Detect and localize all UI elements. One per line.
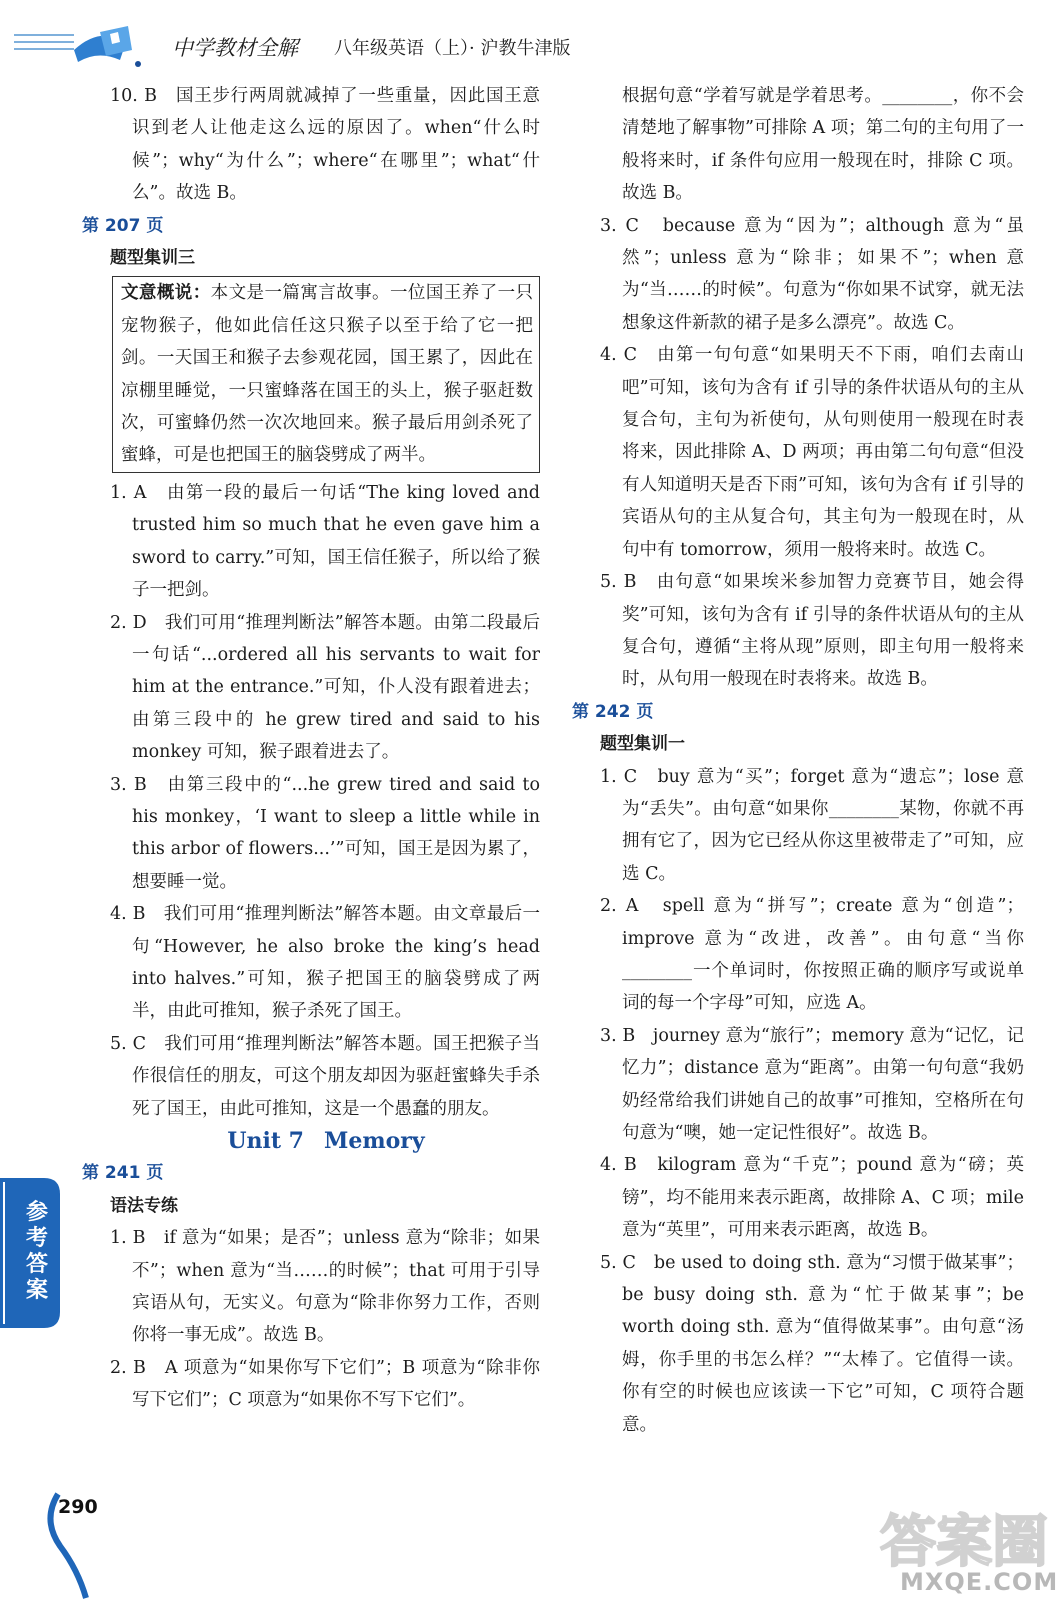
section-title-3: 题型集训三 — [110, 248, 195, 269]
answer-2: 2. D 我们可用“推理判断法”解答本题。由第二段最后一句话“...ordered all his servants to wait for him at the entrance.”可知，仆人没有跟着进去；由第三段中的 he grew tired and said to his monkey 可知，猴子跟着进去了。 — [110, 612, 540, 763]
training-5: 5. C be used to doing sth. 意为“习惯于做某事”；be busy doing sth. 意为“忙于做某事”；be worth doing sth. 意为“值得做某事”。由句意“汤姆，你手里的书怎么样？”“太棒了。它值得一读。你有空的时候也应该读一下它”可知，C 项符合题意。 — [600, 1252, 1024, 1435]
answer-4: 4. B 我们可用“推理判断法”解答本题。由文章最后一句“However, he also broke the king’s head into halves.”可知，猴子把国王的脑袋劈成了两半，由此可推知，猴子杀死了国王。 — [110, 904, 540, 1022]
page-ref-242: 第 242 页 — [572, 701, 654, 722]
answer-3: 3. B 由第三段中的“...he grew tired and said to his monkey，‘I want to sleep a little while in this arbor of flowers...’”可知，国王是因为累了，想要睡一觉。 — [110, 774, 540, 892]
unit-name: Memory — [323, 1128, 425, 1154]
unit-number: Unit 7 — [227, 1128, 304, 1154]
grammar-3: 3. C because 意为“因为”；although 意为“虽然”；unless 意为“除非；如果不”；when 意为“当……的时候”。句意为“你如果不试穿，就无法想象这件新款的裙子是多么漂亮”。故选 C。 — [600, 215, 1024, 333]
header-subtitle: 八年级英语（上）· 沪教牛津版 — [334, 38, 571, 59]
grammar-5: 5. B 由句意“如果埃米参加智力竞赛节目，她会得奖”可知，该句为含有 if 引导的条件状语从句的主从复合句，遵循“主将从现”原则，即主句用一般将来时，从句用一般现在时表将来。故选 B。 — [600, 572, 1024, 690]
page-ref-241: 第 241 页 — [82, 1163, 164, 1184]
page-number: 290 — [58, 1496, 98, 1518]
grammar-2: 2. B A 项意为“如果你写下它们”；B 项意为“除非你写下它们”；C 项意为“如果你不写下它们”。 — [110, 1357, 540, 1411]
training-3: 3. B journey 意为“旅行”；memory 意为“记忆，记忆力”；distance 意为“距离”。由第一句句意“我奶奶经常给我们讲她自己的故事”可推知，空格所在句句意为“噢，她一定记性很好”。故选 B。 — [600, 1025, 1024, 1143]
grammar-1: 1. B if 意为“如果；是否”；unless 意为“除非；如果不”；when 意为“当……的时候”；that 可用于引导宾语从句，无实义。句意为“除非你努力工作，否则你将一事无成”。故选 B。 — [110, 1228, 540, 1346]
answer-1: 1. A 由第一段的最后一句话“The king loved and trusted him so much that he even gave him a sword to carry.”可知，国王信任猴子，所以给了猴子一把剑。 — [110, 482, 540, 601]
training-4: 4. B kilogram 意为“千克”；pound 意为“磅；英镑”，均不能用来表示距离，故排除 A、C 项；mile 意为“英里”，可用来表示距离，故选 B。 — [600, 1155, 1024, 1241]
training-2: 2. A spell 意为“拼写”；create 意为“创造”；improve 意为“改进，改善”。由句意“当你________一个单词时，你按照正确的顺序写或说单词的每一个字母”可知，应选 A。 — [600, 896, 1024, 1014]
answer-5: 5. C 我们可用“推理判断法”解答本题。国王把猴子当作很信任的朋友，可这个朋友却因为驱赶蜜蜂失手杀死了国王，由此可推知，这是一个愚蠢的朋友。 — [110, 1033, 540, 1119]
grammar-2-continued: 根据句意“学着写就是学着思考。________，你不会清楚地了解事物”可排除 A 项；第二句的主句用了一般将来时，if 条件句应用一般现在时，排除 C 项。故选 B。 — [622, 86, 1024, 204]
summary-label: 文意概说： — [121, 283, 211, 304]
section-grammar: 语法专练 — [110, 1195, 178, 1216]
watermark-logo: 答案圈 — [880, 1510, 1048, 1575]
right-column — [572, 80, 1024, 1441]
answer-q10: 10. B 国王步行两周就减掉了一些重量，因此国王意识到老人让他走这么远的原因了。when“什么时候”；why“为什么”；where“在哪里”；what“什么”。故选 B。 — [110, 86, 540, 204]
side-tab-label: 参考答案 — [25, 1200, 48, 1303]
page-header — [0, 0, 1062, 78]
book-logo-icon — [70, 20, 150, 70]
training-1: 1. C buy 意为“买”；forget 意为“遗忘”；lose 意为“丢失”。由句意“如果你________某物，你就不再拥有它了，因为它已经从你这里被带走了”可知，应选 C。 — [600, 766, 1024, 884]
section-title-1: 题型集训一 — [600, 734, 685, 755]
grammar-4: 4. C 由第一句句意“如果明天不下雨，咱们去南山吧”可知，该句为含有 if 引导的条件状语从句的主从复合句，主句为祈使句，从句则使用一般现在时表将来，因此排除 A、D 两项；再由第二句句意“但没有人知道明天是否下雨”可知，该句为含有 if 引导的宾语从句的主从复合句，其主句为一般现在时，从句中有 tomorrow，须用一般将来时。故选 C。 — [600, 345, 1024, 560]
summary-text: 本文是一篇寓言故事。一位国王养了一只宠物猴子，他如此信任这只猴子以至于给了它一把剑。一天国王和猴子去参观花园，国王累了，因此在凉棚里睡觉，一只蜜蜂落在国王的头上，猴子驱赶数次，可蜜蜂仍然一次次地回来。猴子最后用剑杀死了蜜蜂，可是也把国王的脑袋劈成了两半。 — [121, 283, 534, 466]
header-decoration — [14, 34, 74, 58]
header-title: 中学教材全解 — [172, 36, 298, 60]
summary-box — [112, 276, 540, 472]
left-column — [82, 80, 540, 1417]
unit-heading — [82, 1125, 540, 1157]
answer-side-tab — [0, 1178, 62, 1328]
page-ref-207: 第 207 页 — [82, 215, 164, 236]
watermark-url: MXQE.COM — [900, 1568, 1059, 1596]
